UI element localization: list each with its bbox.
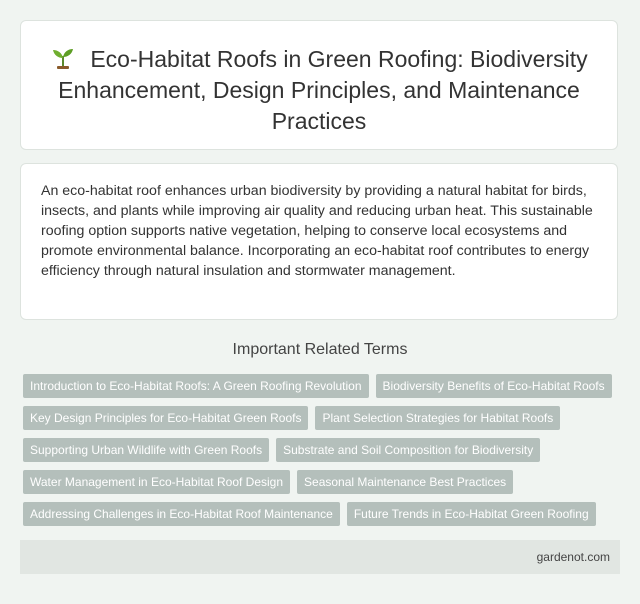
related-terms-list <box>23 374 623 526</box>
related-term-tag[interactable]: Future Trends in Eco-Habitat Green Roofing <box>347 502 596 526</box>
related-term-tag[interactable]: Supporting Urban Wildlife with Green Roofs <box>23 438 269 462</box>
sprout-icon <box>50 47 76 69</box>
related-term-tag[interactable]: Plant Selection Strategies for Habitat Roofs <box>315 406 560 430</box>
related-term-tag[interactable]: Water Management in Eco-Habitat Roof Design <box>23 470 290 494</box>
related-term-tag[interactable]: Biodiversity Benefits of Eco-Habitat Roofs <box>376 374 612 398</box>
related-term-tag[interactable]: Introduction to Eco-Habitat Roofs: A Green Roofing Revolution <box>23 374 369 398</box>
footer-site-name: gardenot.com <box>536 550 610 564</box>
title-card <box>20 20 618 150</box>
description-card <box>20 163 618 320</box>
description-text: An eco-habitat roof enhances urban biodiversity by providing a natural habitat for birds, insects, and plants while improving air quality and reducing urban heat. This sustainable roofing option supports native vegetation, helping to conserve local ecosystems and promote environmental balance. Incorporating an eco-habitat roof contributes to energy efficiency through natural insulation and stormwater management. <box>41 183 593 279</box>
related-term-tag[interactable]: Substrate and Soil Composition for Biodiversity <box>276 438 540 462</box>
page-title <box>21 44 617 137</box>
related-term-tag[interactable]: Key Design Principles for Eco-Habitat Green Roofs <box>23 406 308 430</box>
related-term-tag[interactable]: Seasonal Maintenance Best Practices <box>297 470 513 494</box>
related-terms-heading: Important Related Terms <box>232 341 408 358</box>
page-title-text: Eco-Habitat Roofs in Green Roofing: Biodiversity Enhancement, Design Principles, and Maintenance Practices <box>58 46 588 134</box>
related-term-tag[interactable]: Addressing Challenges in Eco-Habitat Roof Maintenance <box>23 502 340 526</box>
footer <box>20 540 620 574</box>
